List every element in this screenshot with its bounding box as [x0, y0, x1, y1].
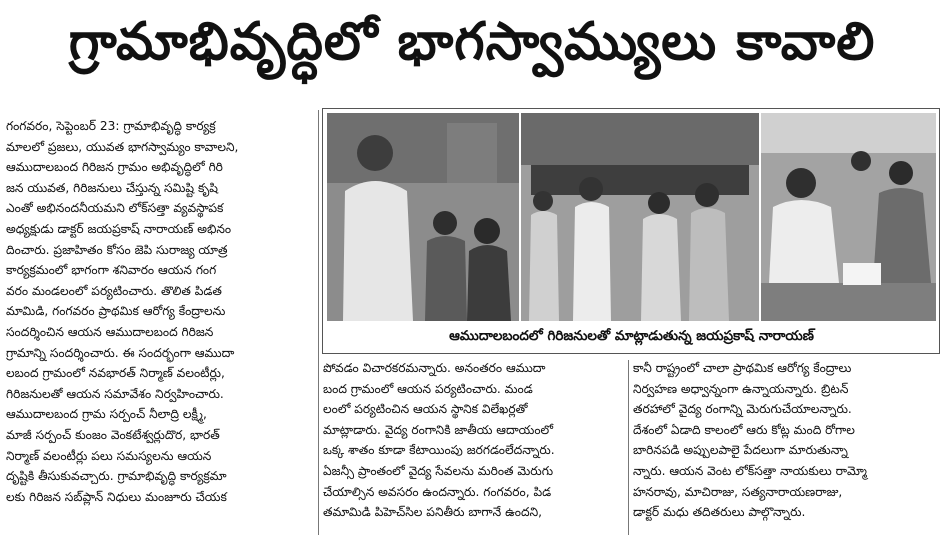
text-line: దృష్టికి తీసుకువచ్చారు. గ్రామాభివృద్ధి కార్యక్రమా: [6, 469, 227, 484]
text-line: ఏజన్సీ ప్రాంతంలో వైద్య సేవలను మరింత మెరుగు: [323, 463, 554, 478]
photo-illustration: [521, 113, 759, 321]
photo-block: [322, 108, 940, 354]
text-line: న్నారు. ఆయన వెంట లోక్‌సత్తా నాయకులు రామ్మో: [633, 463, 867, 478]
column-divider: [318, 110, 319, 535]
text-line: కార్యక్రమంలో భాగంగా శనివారం ఆయన గంగ: [6, 263, 217, 278]
text-line: లబంద గ్రామంలో నవభారత్ నిర్మాణ్ వలంటీర్లు,: [6, 366, 225, 381]
text-line: చేయాల్సిన అవసరం ఉందన్నారు. గంగవరం, పిడ: [323, 484, 552, 499]
text-line: నిర్వహణ అధ్వాన్నంగా ఉన్నాయన్నారు. బ్రిటన్: [633, 381, 849, 396]
text-line: కానీ రాష్ట్రంలో చాలా ప్రాథమిక ఆరోగ్య కేంద్రాలు: [633, 361, 852, 375]
photo-illustration: [327, 113, 519, 321]
text-line: గంగవరం, సెప్టెంబర్ 23: గ్రామాభివృద్ధి కార్యక్ర: [6, 119, 216, 133]
text-line: ఎంతో అభినందనీయమని లోక్‌సత్తా వ్యవస్థాపక: [6, 201, 224, 216]
text-line: నిర్మాణ్ వలంటీర్లు పలు సమస్యలను ఆయన: [6, 448, 212, 463]
text-line: గ్రామాన్ని సందర్శించారు. ఈ సందర్భంగా ఆముదా: [6, 345, 235, 360]
article-column-3: [633, 358, 939, 539]
text-line: గిరిజనులతో ఆయన సమావేశం నిర్వహించారు.: [6, 386, 224, 401]
text-line: లంలో పర్యటించిన ఆయన స్థానిక విలేఖర్లతో: [323, 402, 528, 417]
text-line: మాలలో ప్రజలు, యువత భాగస్వామ్యం కావాలని,: [6, 139, 239, 154]
text-line: బంద గ్రామంలో ఆయన పర్యటించారు. మండ: [323, 381, 533, 396]
text-line: సందర్శించిన ఆయన ఆముదాలబంద గిరిజన: [6, 324, 214, 339]
photo-illustration: [761, 113, 936, 321]
article-column-1: [6, 116, 314, 539]
column-divider: [628, 360, 629, 535]
text-line: తమామిడి పిహెచ్‌సిల పనితీరు బాగానే ఉందని,: [323, 505, 543, 520]
text-line: పోవడం విచారకరమన్నారు. అనంతరం ఆముదా: [323, 361, 546, 375]
text-line: బారినపడి అప్పులపాలై పేదలుగా మారుతున్నా: [633, 443, 848, 458]
headline: గ్రామాభివృద్ధిలో భాగస్వామ్యులు కావాలి: [68, 11, 876, 72]
text-line: మాట్లాడారు. వైద్య రంగానికి జాతీయ ఆదాయంలో: [323, 422, 554, 437]
text-line: డాక్టర్ మధు తదితరులు పాల్గొన్నారు.: [633, 505, 806, 520]
photo-caption: ఆముదాలబందలో గిరిజనులతో మాట్లాడుతున్న జయప్రకాష్ నారాయణ్: [449, 327, 814, 344]
news-photo-right: [761, 113, 936, 321]
text-line: అధ్యక్షుడు డాక్టర్ జయప్రకాష్ నారాయణ్ అభినం: [6, 221, 232, 236]
text-line: ఆముదాలబంద గ్రామ సర్పంచ్ నీలాద్రి లక్ష్మీ,: [6, 407, 207, 422]
text-line: తరహాలో వైద్య రంగాన్ని మెరుగుచేయాలన్నారు.: [633, 402, 852, 417]
text-line: లకు గిరిజన సబ్‌ప్లాన్ నిధులు మంజూరు చేయక: [6, 489, 227, 504]
news-photo-left: [327, 113, 519, 321]
text-line: జన యువత, గిరిజనులు చేస్తున్న సమిష్టి కృషి: [6, 180, 218, 195]
text-line: హనరావు, మాచిరాజు, సత్యనారాయణరాజు,: [633, 484, 843, 499]
article-column-2: [323, 358, 623, 539]
text-line: ఆముదాలబంద గిరిజన గ్రామం అభివృద్ధిలో గిరి: [6, 160, 223, 175]
text-line: మామిడి, గంగవరం ప్రాథమిక ఆరోగ్య కేంద్రాలను: [6, 304, 226, 319]
text-line: దేశంలో ఏడాది కాలంలో ఆరు కోట్ల మంది రోగాల: [633, 422, 855, 437]
text-line: దించారు. ప్రజాహితం కోసం జెపి సురాజ్య యాత్ర: [6, 242, 228, 257]
text-line: మాజీ సర్పంచ్ కుంజం వెంకటేశ్వర్లుదొర, భారత్: [6, 427, 220, 442]
text-line: ఒక్క శాతం కూడా కేటాయింపు జరగడంలేదన్నారు.: [323, 443, 555, 458]
text-line: వరం మండలంలో పర్యటించారు. తొలిత పిడత: [6, 283, 222, 298]
news-photo-center: [521, 113, 759, 321]
